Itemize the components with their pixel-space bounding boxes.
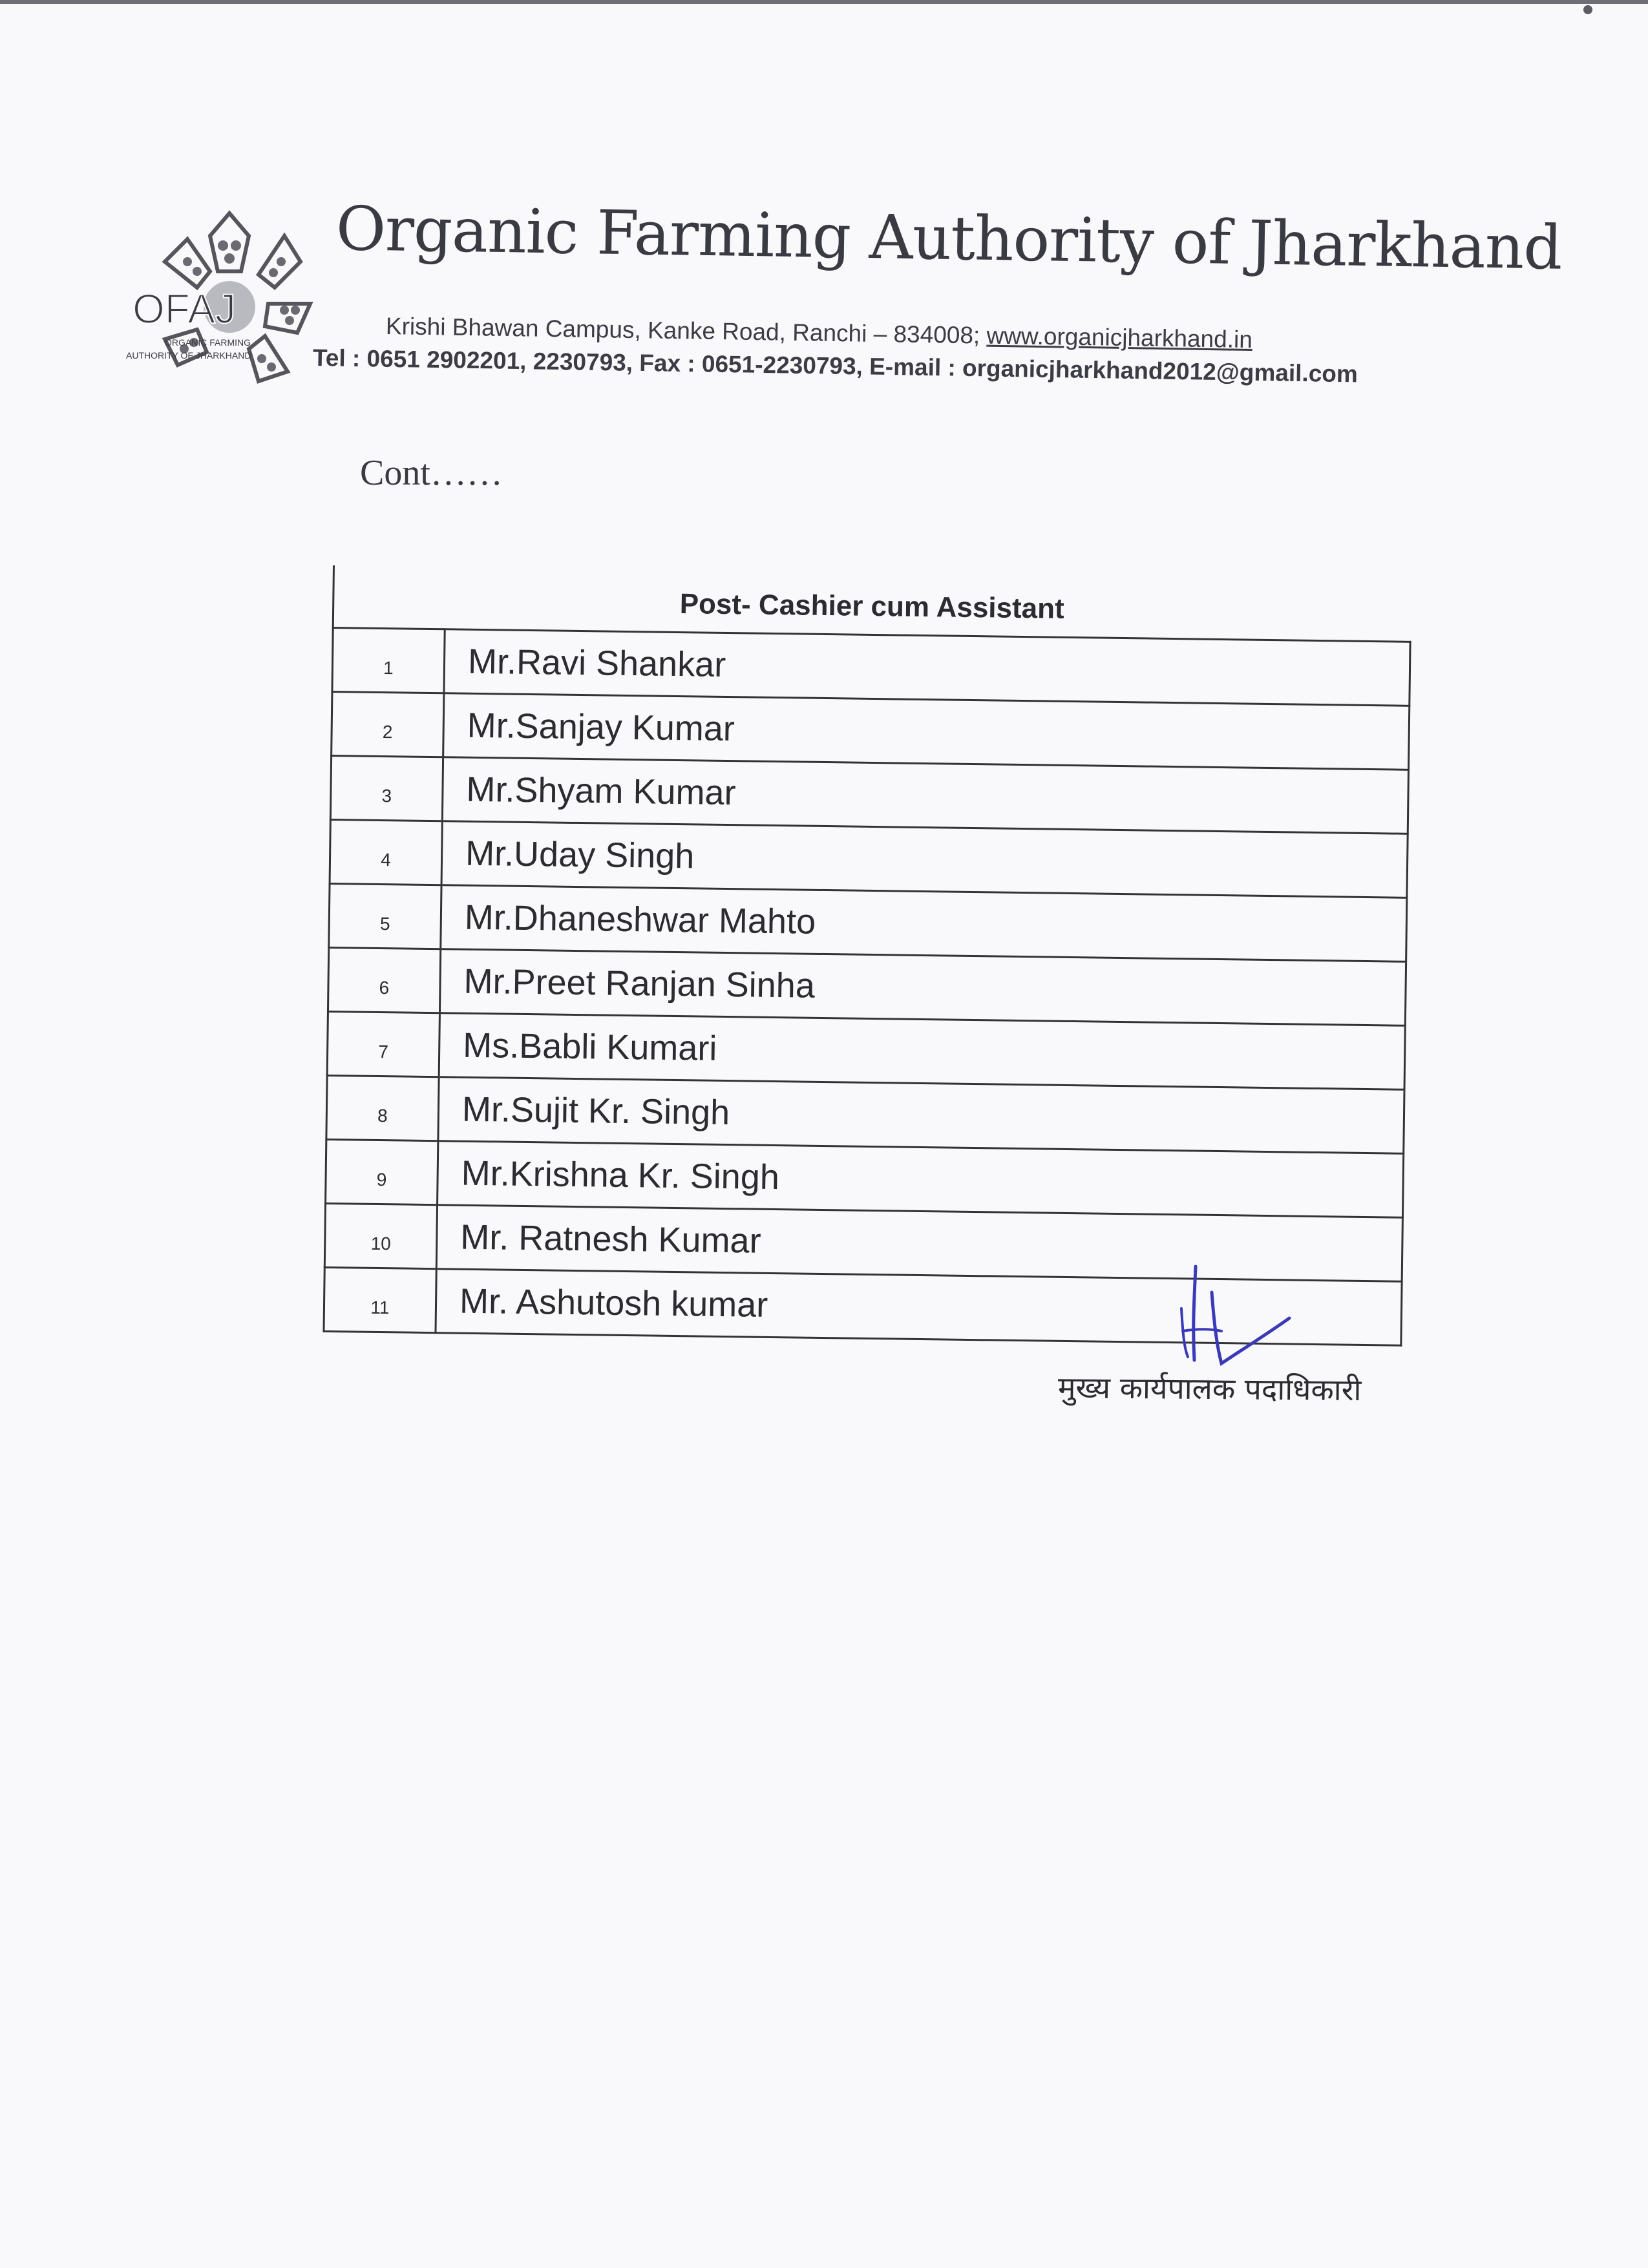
row-number: 6: [328, 947, 440, 1013]
svg-text:AUTHORITY OF JHARKHAND: AUTHORITY OF JHARKHAND: [126, 350, 251, 361]
candidate-list: [322, 627, 1411, 1347]
row-number: 7: [327, 1011, 439, 1076]
candidate-name: Mr.Sujit Kr. Singh: [438, 1077, 1404, 1154]
row-number: 2: [332, 692, 444, 757]
fax-label: Fax :: [639, 349, 696, 377]
signatory-designation: मुख्य कार्यपालक पदाधिकारी: [1057, 1370, 1362, 1408]
signature: [1157, 1247, 1305, 1383]
row-number: 5: [329, 883, 441, 949]
row-number: 10: [324, 1203, 437, 1268]
table-title: Post- Cashier cum Assistant: [679, 588, 1065, 625]
candidate-name: Mr. Ashutosh kumar: [436, 1269, 1402, 1346]
candidate-name: Mr.Preet Ranjan Sinha: [439, 949, 1406, 1026]
candidate-name: Mr.Ravi Shankar: [444, 629, 1410, 706]
row-number: 1: [332, 628, 445, 693]
row-number: 3: [330, 755, 443, 821]
candidate-name: Mr.Shyam Kumar: [442, 757, 1408, 834]
row-number: 11: [324, 1267, 436, 1332]
email-label: E-mail :: [869, 353, 956, 381]
organization-title: Organic Farming Authority of Jharkhand: [335, 194, 1563, 284]
row-number: 8: [326, 1075, 439, 1140]
candidate-table: [324, 565, 1411, 1325]
candidate-name: Mr.Krishna Kr. Singh: [438, 1141, 1404, 1218]
tel-label: Tel :: [312, 344, 361, 372]
website-link[interactable]: www.organicjharkhand.in: [986, 322, 1253, 353]
flower-logo-icon: [126, 200, 339, 407]
continuation-text: Cont……: [360, 453, 503, 493]
row-number: 4: [330, 819, 442, 885]
candidate-name: Ms.Babli Kumari: [439, 1013, 1405, 1090]
ofaj-logo: [126, 200, 339, 407]
tel-value: 0651 2902201, 2230793,: [360, 345, 640, 376]
row-number: 9: [326, 1139, 438, 1204]
candidate-name: Mr. Ratnesh Kumar: [436, 1205, 1402, 1282]
address-text: Krishi Bhawan Campus, Kanke Road, Ranchi – 834008;: [385, 313, 987, 349]
candidate-name: Mr.Dhaneshwar Mahto: [441, 885, 1407, 962]
fax-value: 0651-2230793,: [695, 350, 870, 380]
email-value[interactable]: organicjharkhand2012@gmail.com: [955, 354, 1358, 388]
page-speck: [1583, 5, 1592, 14]
handwritten-signature-icon: [1157, 1247, 1305, 1383]
candidate-name: Mr.Sanjay Kumar: [443, 693, 1410, 770]
candidate-name: Mr.Uday Singh: [441, 821, 1408, 898]
svg-text:OFAJ: OFAJ: [132, 286, 237, 332]
svg-text:ORGANIC FARMING: ORGANIC FARMING: [165, 337, 251, 348]
page-top-edge: [0, 0, 1648, 4]
